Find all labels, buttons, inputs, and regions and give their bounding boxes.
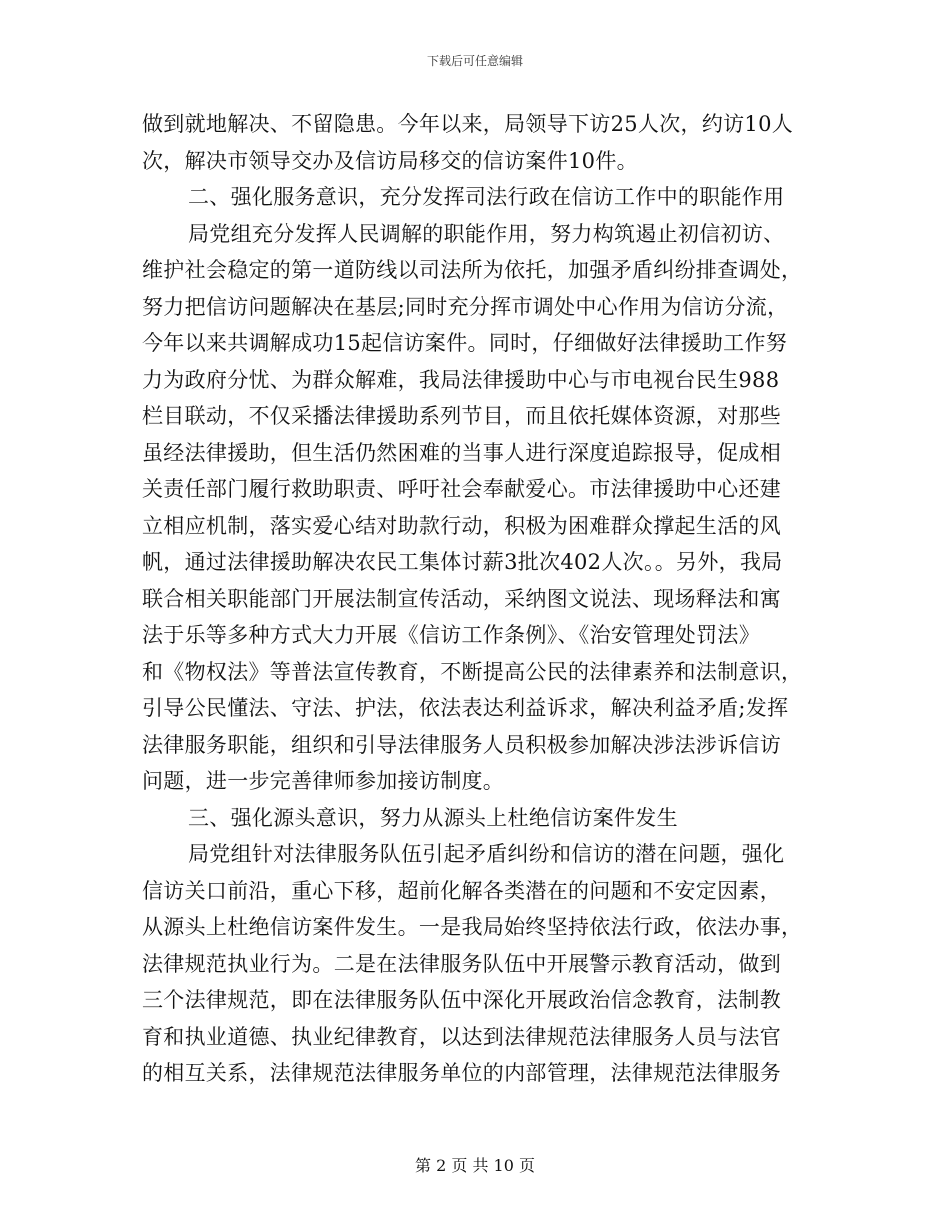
text-line: 从源头上杜绝信访案件发生。一是我局始终坚持依法行政，依法办事， bbox=[142, 915, 803, 939]
section-heading: 二、强化服务意识，充分发挥司法行政在信访工作中的职能作用 bbox=[188, 185, 785, 209]
document-body bbox=[142, 106, 812, 1092]
text-line: 栏目联动，不仅采播法律援助系列节目，而且依托媒体资源，对那些 bbox=[142, 404, 781, 428]
text-line: 局党组针对法律服务队伍引起矛盾纠纷和信访的潜在问题，强化 bbox=[188, 842, 785, 866]
page-footer: 第 2 页 共 10 页 bbox=[415, 1156, 535, 1175]
text-line: 帆，通过法律援助解决农民工集体讨薪3批次402人次。。另外，我局 bbox=[142, 550, 783, 574]
text-line: 引导公民懂法、守法、护法，依法表达利益诉求，解决利益矛盾;发挥 bbox=[142, 696, 789, 720]
text-line: 联合相关职能部门开展法制宣传活动，采纳图文说法、现场释法和寓 bbox=[142, 586, 781, 611]
text-line: 育和执业道德、执业纪律教育，以达到法律规范法律服务人员与法官 bbox=[142, 1024, 781, 1049]
section-heading: 三、强化源头意识，努力从源头上杜绝信访案件发生 bbox=[188, 805, 678, 830]
text-line: 维护社会稳定的第一道防线以司法所为依托，加强矛盾纠纷排查调处， bbox=[142, 258, 803, 282]
text-line: 立相应机制，落实爱心结对助款行动，积极为困难群众撑起生活的风 bbox=[142, 513, 781, 538]
text-line: 今年以来共调解成功15起信访案件。同时，仔细做好法律援助工作努 bbox=[142, 331, 788, 355]
text-line: 做到就地解决、不留隐患。今年以来，局领导下访25人次，约访10人 bbox=[142, 112, 794, 136]
text-line: 局党组充分发挥人民调解的职能作用，努力构筑遏止初信初访、 bbox=[188, 221, 785, 246]
text-line: 问题，进一步完善律师参加接访制度。 bbox=[142, 769, 505, 793]
text-line: 努力把信访问题解决在基层;同时充分挥市调处中心作用为信访分流， bbox=[142, 294, 789, 319]
text-line: 力为政府分忧、为群众解难，我局法律援助中心与市电视台民生988 bbox=[142, 367, 780, 392]
text-line: 法律服务职能，组织和引导法律服务人员积极参加解决涉法涉诉信访 bbox=[142, 732, 781, 757]
text-line: 关责任部门履行救助职责、呼吁社会奉献爱心。市法律援助中心还建 bbox=[142, 477, 781, 501]
text-line: 信访关口前沿，重心下移，超前化解各类潜在的问题和不安定因素， bbox=[142, 878, 781, 903]
text-line: 法律规范执业行为。二是在法律服务队伍中开展警示教育活动，做到 bbox=[142, 951, 781, 976]
text-line: 法于乐等多种方式大力开展《信访工作条例》、《治安管理处罚法》 bbox=[142, 623, 760, 647]
text-line: 次，解决市领导交办及信访局移交的信访案件10件。 bbox=[142, 148, 638, 173]
text-line: 的相互关系，法律规范法律服务单位的内部管理，法律规范法律服务 bbox=[142, 1061, 781, 1085]
text-line: 虽经法律援助，但生活仍然困难的当事人进行深度追踪报导，促成相 bbox=[142, 440, 781, 465]
page-header: 下载后可任意编辑 bbox=[426, 54, 523, 68]
text-line: 三个法律规范，即在法律服务队伍中深化开展政治信念教育，法制教 bbox=[142, 988, 781, 1012]
text-line: 和《物权法》等普法宣传教育，不断提高公民的法律素养和法制意识， bbox=[142, 659, 803, 684]
